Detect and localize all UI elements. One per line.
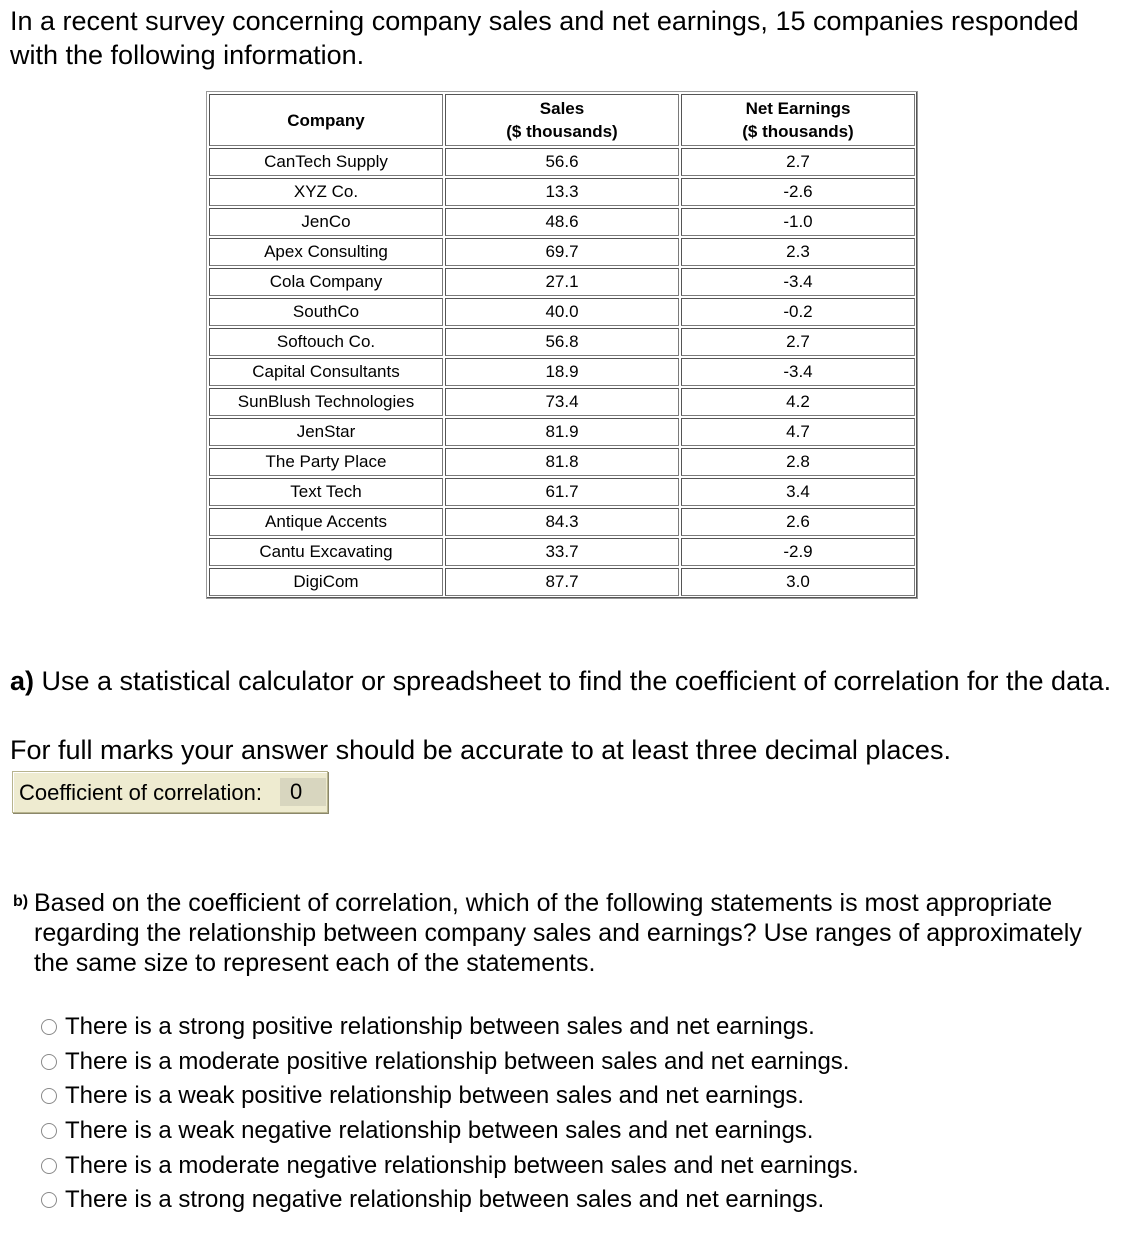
table-row: [209, 508, 915, 536]
cell-company: Text Tech: [209, 478, 443, 506]
survey-data-table: [206, 91, 918, 599]
header-sales-unit: ($ thousands): [506, 122, 618, 141]
cell-company: Softouch Co.: [209, 328, 443, 356]
option-label[interactable]: There is a moderate negative relationship between sales and net earnings.: [65, 1151, 859, 1179]
cell-sales: 84.3: [445, 508, 679, 536]
cell-net-earnings: 3.4: [681, 478, 915, 506]
cell-company: Antique Accents: [209, 508, 443, 536]
header-sales: [445, 94, 679, 146]
cell-net-earnings: 2.8: [681, 448, 915, 476]
header-company: Company: [209, 94, 443, 146]
cell-net-earnings: 2.6: [681, 508, 915, 536]
radio-button[interactable]: [41, 1123, 57, 1139]
cell-sales: 56.8: [445, 328, 679, 356]
cell-sales: 13.3: [445, 178, 679, 206]
cell-company: JenStar: [209, 418, 443, 446]
option-label[interactable]: There is a weak negative relationship between sales and net earnings.: [65, 1117, 814, 1145]
correlation-answer-input[interactable]: [280, 778, 326, 806]
header-net-earnings: [681, 94, 915, 146]
header-earnings-unit: ($ thousands): [742, 122, 854, 141]
part-b-label: b): [13, 893, 29, 910]
cell-sales: 27.1: [445, 268, 679, 296]
correlation-answer-label: Coefficient of correlation:: [19, 780, 262, 805]
cell-company: Capital Consultants: [209, 358, 443, 386]
radio-button[interactable]: [41, 1088, 57, 1104]
cell-company: Apex Consulting: [209, 238, 443, 266]
cell-net-earnings: 4.7: [681, 418, 915, 446]
cell-sales: 61.7: [445, 478, 679, 506]
intro-text: In a recent survey concerning company sales and net earnings, 15 companies responded with the following information.: [10, 6, 1079, 70]
radio-button[interactable]: [41, 1158, 57, 1174]
table-row: [209, 478, 915, 506]
cell-company: CanTech Supply: [209, 148, 443, 176]
table-header-row: [209, 94, 915, 146]
cell-sales: 40.0: [445, 298, 679, 326]
option-label[interactable]: There is a moderate positive relationship between sales and net earnings.: [65, 1047, 850, 1075]
part-a-label: a): [10, 666, 35, 696]
relationship-option[interactable]: [38, 1045, 859, 1080]
cell-net-earnings: 2.3: [681, 238, 915, 266]
cell-sales: 73.4: [445, 388, 679, 416]
table-row: [209, 208, 915, 236]
cell-sales: 48.6: [445, 208, 679, 236]
table-body: [209, 148, 915, 596]
table-row: [209, 148, 915, 176]
radio-button[interactable]: [41, 1054, 57, 1070]
part-a-question-text: Use a statistical calculator or spreadsheet to find the coefficient of correlation for the data.: [34, 666, 1112, 696]
cell-company: The Party Place: [209, 448, 443, 476]
table-row: [209, 268, 915, 296]
cell-sales: 56.6: [445, 148, 679, 176]
correlation-answer-box: [12, 771, 328, 813]
relationship-option[interactable]: [38, 1183, 859, 1218]
cell-net-earnings: 3.0: [681, 568, 915, 596]
cell-net-earnings: 4.2: [681, 388, 915, 416]
cell-sales: 69.7: [445, 238, 679, 266]
cell-sales: 81.8: [445, 448, 679, 476]
option-label[interactable]: There is a weak positive relationship between sales and net earnings.: [65, 1082, 805, 1110]
cell-sales: 33.7: [445, 538, 679, 566]
cell-net-earnings: -2.6: [681, 178, 915, 206]
table-row: [209, 358, 915, 386]
option-label[interactable]: There is a strong positive relationship between sales and net earnings.: [65, 1013, 815, 1041]
table-row: [209, 178, 915, 206]
relationship-option[interactable]: [38, 1114, 859, 1149]
cell-sales: 18.9: [445, 358, 679, 386]
cell-company: Cantu Excavating: [209, 538, 443, 566]
part-b-question: Based on the coefficient of correlation, which of the following statements is most appropriate regarding the relationship between company sales and earnings? Use ranges of approximately the same size to represent each of the statements.: [34, 889, 1082, 977]
table-row: [209, 388, 915, 416]
cell-company: SouthCo: [209, 298, 443, 326]
relationship-options: [38, 1010, 859, 1218]
relationship-option[interactable]: [38, 1079, 859, 1114]
part-a-instruction: For full marks your answer should be accurate to at least three decimal places.: [10, 735, 951, 765]
table-row: [209, 538, 915, 566]
cell-sales: 81.9: [445, 418, 679, 446]
relationship-option[interactable]: [38, 1148, 859, 1183]
table-row: [209, 418, 915, 446]
cell-net-earnings: -1.0: [681, 208, 915, 236]
part-a-question: [10, 664, 1115, 698]
cell-net-earnings: 2.7: [681, 328, 915, 356]
cell-company: XYZ Co.: [209, 178, 443, 206]
table-row: [209, 238, 915, 266]
header-sales-title: Sales: [539, 99, 585, 118]
table-row: [209, 298, 915, 326]
cell-net-earnings: -2.9: [681, 538, 915, 566]
table-row: [209, 328, 915, 356]
radio-button[interactable]: [41, 1192, 57, 1208]
header-earnings-title: Net Earnings: [745, 99, 851, 118]
cell-sales: 87.7: [445, 568, 679, 596]
table-row: [209, 568, 915, 596]
option-label[interactable]: There is a strong negative relationship between sales and net earnings.: [65, 1186, 825, 1214]
cell-net-earnings: -3.4: [681, 268, 915, 296]
radio-button[interactable]: [41, 1019, 57, 1035]
cell-company: JenCo: [209, 208, 443, 236]
cell-net-earnings: -3.4: [681, 358, 915, 386]
cell-company: DigiCom: [209, 568, 443, 596]
cell-net-earnings: -0.2: [681, 298, 915, 326]
cell-company: SunBlush Technologies: [209, 388, 443, 416]
relationship-option[interactable]: [38, 1010, 859, 1045]
cell-company: Cola Company: [209, 268, 443, 296]
table-row: [209, 448, 915, 476]
cell-net-earnings: 2.7: [681, 148, 915, 176]
